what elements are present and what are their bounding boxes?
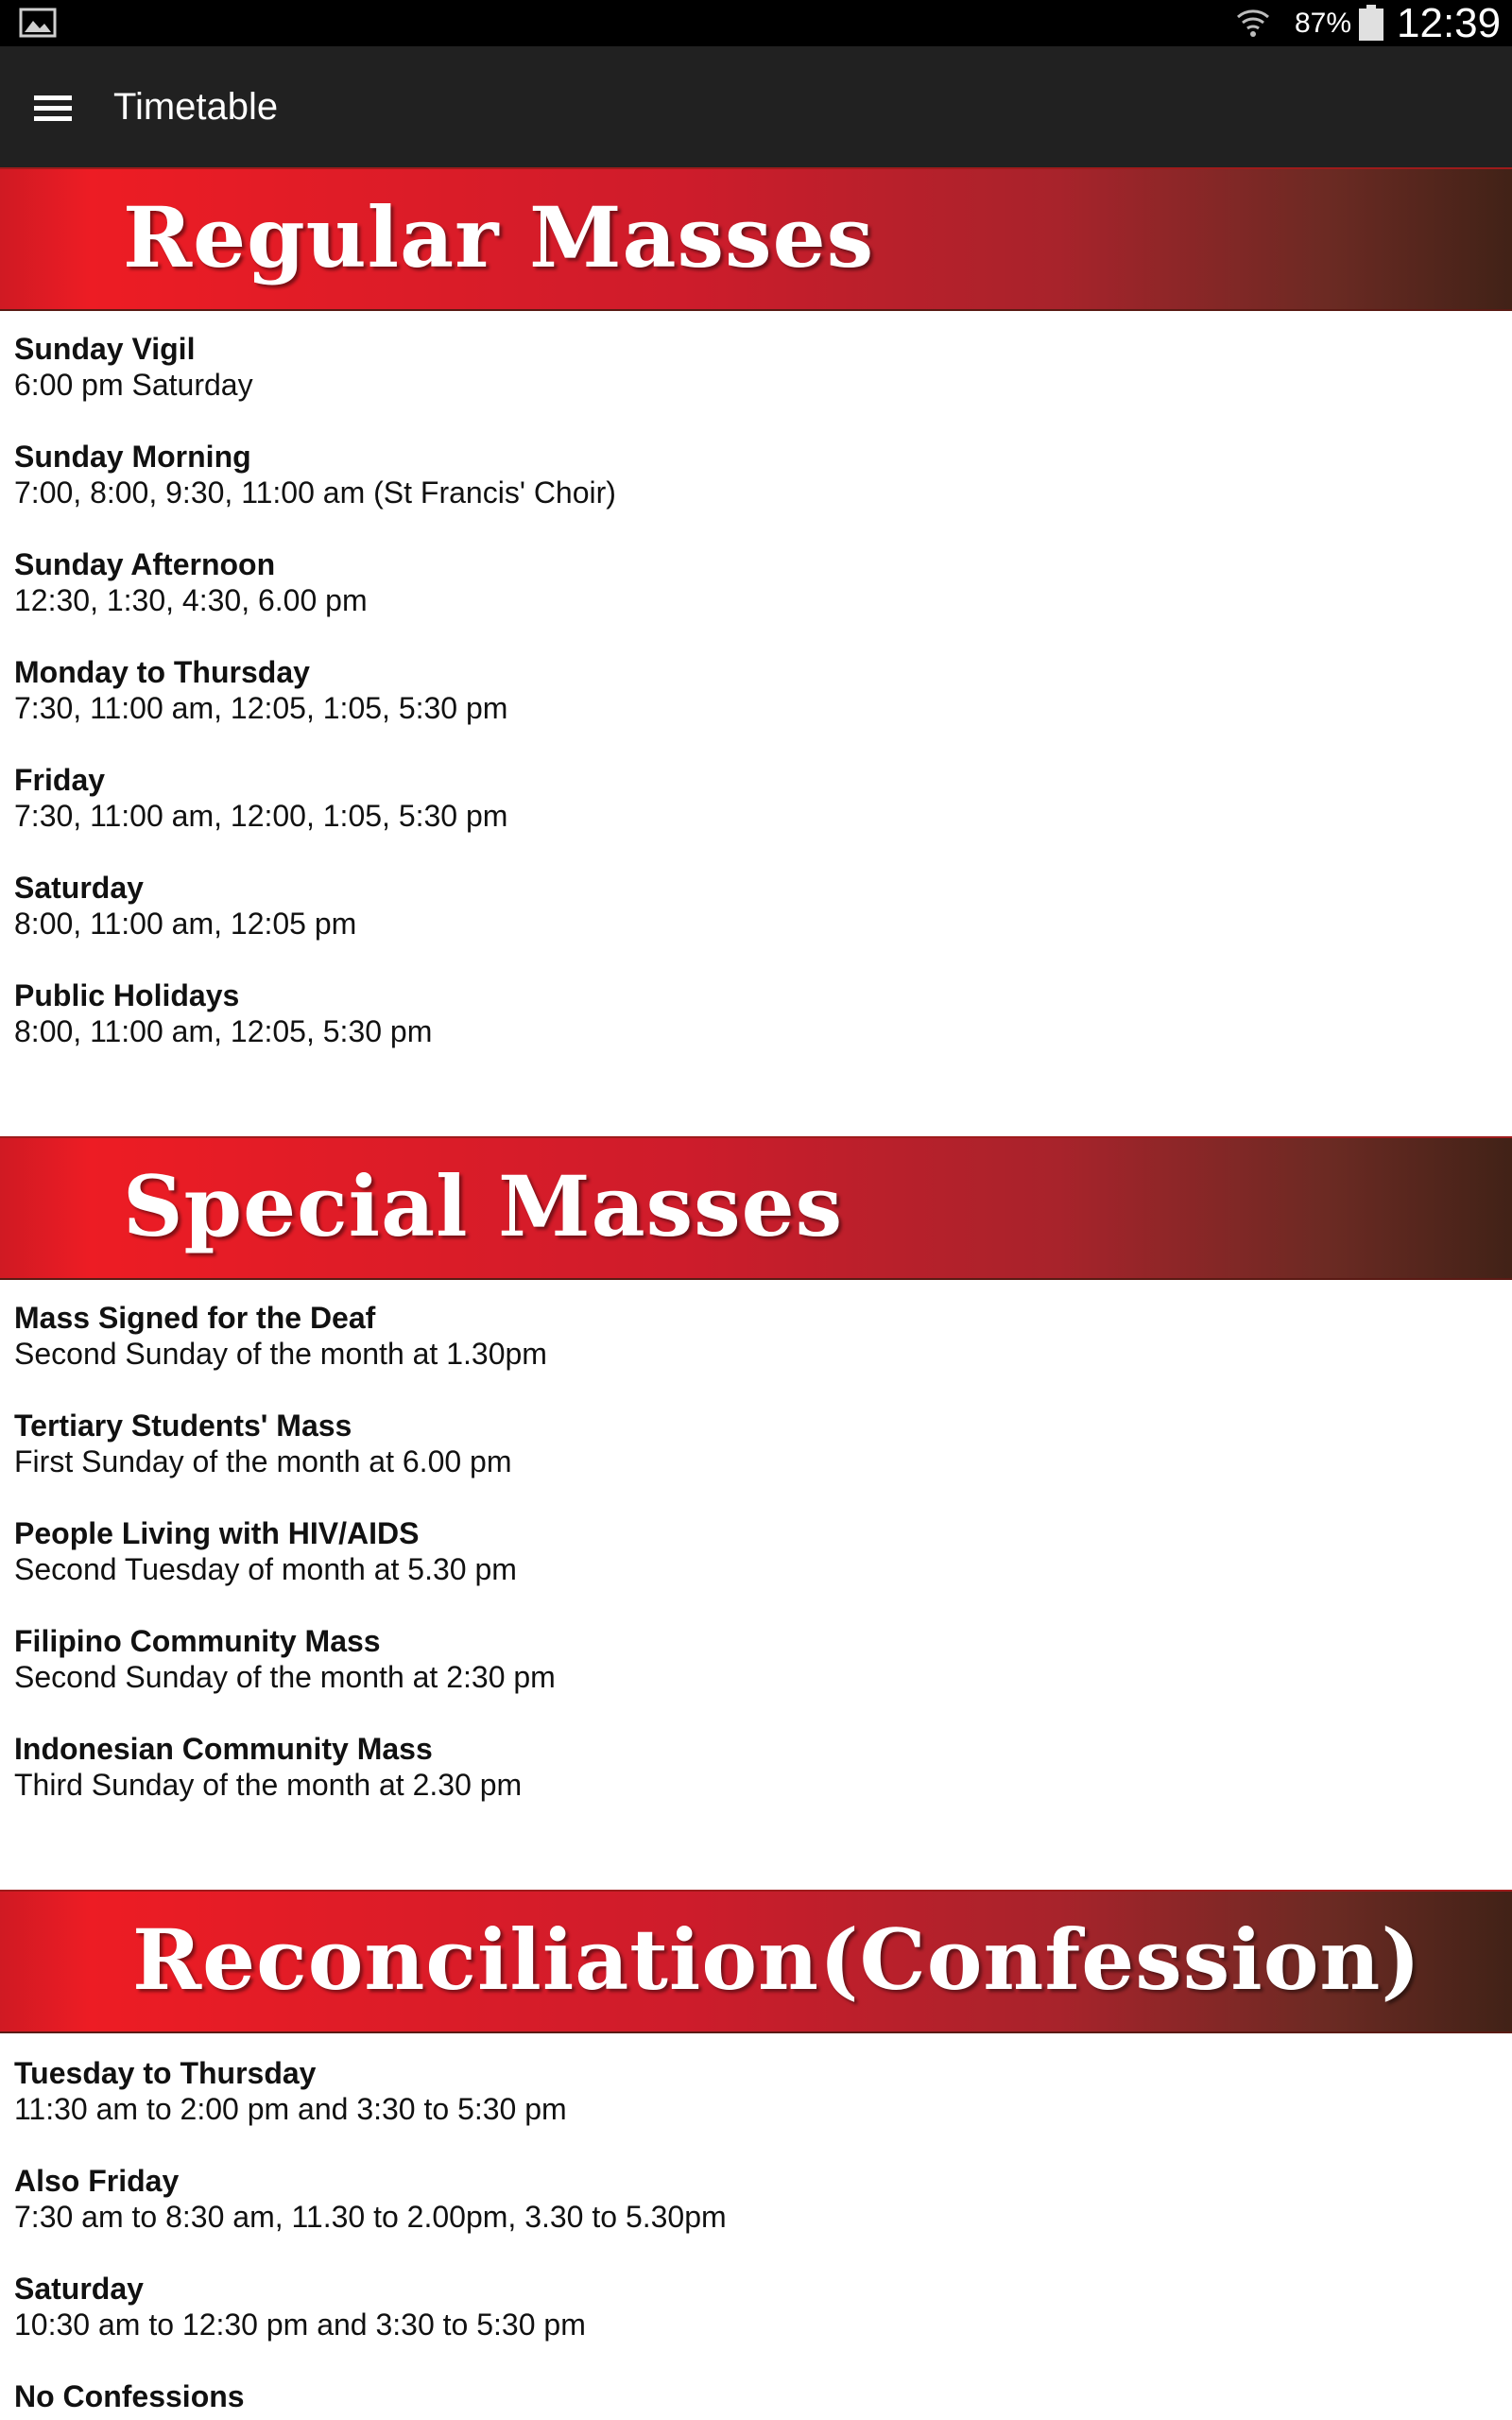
section-title: Special Masses [123,1157,844,1255]
list-item [14,2378,245,2414]
entry-times: 7:00, 8:00, 9:30, 11:00 am (St Francis' Choir) [14,475,616,510]
entry-label: People Living with HIV/AIDS [14,1516,420,1550]
list-item [14,870,356,942]
entry-times: 8:00, 11:00 am, 12:05 pm [14,907,357,941]
list-item [14,762,507,834]
entry-times: 6:00 pm Saturday [14,368,253,402]
gallery-notification-icon [19,8,57,38]
list-item [14,2271,586,2342]
list-item [14,2163,727,2235]
reconciliation-banner [0,1890,1512,2033]
section-title: Reconciliation(Confession) [132,1910,1422,2009]
list-item [14,439,616,510]
status-bar [0,0,1512,46]
list-item [14,546,368,618]
entry-times: 12:30, 1:30, 4:30, 6.00 pm [14,583,368,617]
special-masses-banner [0,1136,1512,1280]
entry-label: Public Holidays [14,978,240,1012]
hamburger-menu-icon[interactable] [21,78,85,137]
battery-icon [1357,4,1385,42]
entry-label: Tertiary Students' Mass [14,1409,352,1443]
list-item [14,331,253,403]
section-title: Regular Masses [123,188,875,286]
entry-label: Sunday Vigil [14,332,196,366]
entry-times: 8:00, 11:00 am, 12:05, 5:30 pm [14,1014,433,1048]
list-item [14,1515,517,1587]
list-item [14,1731,522,1803]
entry-times: 11:30 am to 2:00 pm and 3:30 to 5:30 pm [14,2092,567,2126]
entry-times: Third Sunday of the month at 2.30 pm [14,1768,523,1802]
entry-label: Saturday [14,2272,144,2306]
entry-times: Second Sunday of the month at 1.30pm [14,1337,547,1371]
entry-times: 7:30, 11:00 am, 12:05, 1:05, 5:30 pm [14,691,508,725]
entry-label: Friday [14,763,106,797]
list-item [14,1623,556,1695]
entry-label: Saturday [14,871,144,905]
entry-times: Second Tuesday of month at 5.30 pm [14,1552,517,1586]
clock: 12:39 [1397,0,1502,46]
entry-label: Monday to Thursday [14,655,310,689]
entry-times: 7:30 am to 8:30 am, 11.30 to 2.00pm, 3.30 to 5.30pm [14,2200,727,2234]
entry-label: Indonesian Community Mass [14,1732,433,1766]
list-item [14,654,507,726]
entry-times: 10:30 am to 12:30 pm and 3:30 to 5:30 pm [14,2308,586,2342]
page-title: Timetable [113,86,279,128]
entry-times: Second Sunday of the month at 2:30 pm [14,1660,556,1694]
entry-label: Sunday Afternoon [14,547,276,581]
entry-label: No Confessions [14,2379,245,2413]
app-bar [0,46,1512,167]
entry-label: Tuesday to Thursday [14,2056,317,2090]
entry-label: Also Friday [14,2164,180,2198]
regular-masses-banner [0,167,1512,311]
entry-label: Mass Signed for the Deaf [14,1301,376,1335]
list-item [14,1408,512,1479]
list-item [14,977,432,1049]
wifi-icon [1234,4,1272,42]
list-item [14,2055,567,2127]
entry-times: First Sunday of the month at 6.00 pm [14,1444,512,1478]
entry-label: Sunday Morning [14,440,251,474]
battery-percentage: 87% [1295,8,1352,39]
entry-times: 7:30, 11:00 am, 12:00, 1:05, 5:30 pm [14,799,508,833]
list-item [14,1300,547,1372]
entry-label: Filipino Community Mass [14,1624,381,1658]
